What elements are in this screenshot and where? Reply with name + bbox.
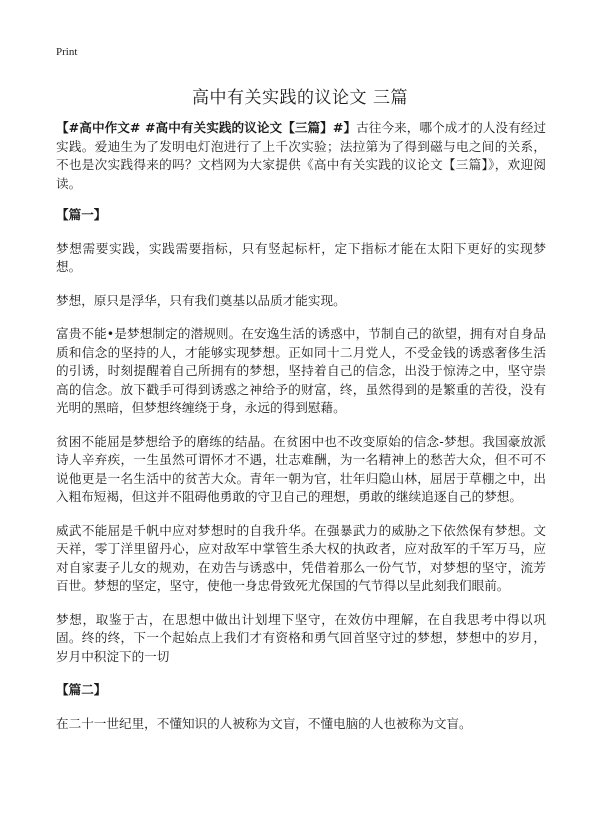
intro-tag: 【#高中作文# #高中有关实践的议论文【三篇】#】	[56, 120, 357, 135]
section-1-paragraph-2: 梦想，原只是浮华，只有我们奠基以品质才能实现。	[56, 292, 346, 308]
section-1-paragraph-6: 梦想，取鉴于古，在思想中做出计划埋下坚守，在效仿中理解，在自我思考中得以巩固。终的终，下一个起始点上我们才有资格和勇气回首坚守过的梦想，梦想中的岁月，岁月中积淀下的一切	[56, 611, 546, 664]
print-label: Print	[56, 46, 78, 58]
section-1-paragraph-4: 贫困不能屈是梦想给予的磨练的结晶。在贫困中也不改变原始的信念-梦想。我国豪放派诗人辛弃疾，一生虽然可谓怀才不遇，壮志难酬，为一名精神上的愁苦大众，但不可不说他更是一名生活中的贫苦大众。青年一朝为官，壮年归隐山林，屈居于草棚之中，出入粗布短褐，但这并不阻碍他勇敢的守卫自己的理想，勇敢的继续追逐自己的梦想。	[56, 433, 546, 504]
intro-text: 古往今来，哪个成才的人没有经过实践。爱迪生为了发明电灯泡进行了上千次实验；法拉第为了得到磁与电之间的关系，不也是次实践得来的吗？文档网为大家提供《高中有关实践的议论文【三篇】》，欢迎阅读。	[56, 120, 547, 191]
intro-paragraph	[56, 119, 546, 193]
section-1-paragraph-5: 威武不能屈是千帆中应对梦想时的自我升华。在强暴武力的威胁之下依然保有梦想。文天祥，零丁洋里留丹心，应对敌军中掌管生杀大权的执政者，应对敌军的千军万马，应对自家妻子儿女的规劝，在劝告与诱惑中，凭借着那么一份气节，对梦想的坚守，流芳百世。梦想的坚定，坚守，使他一身忠骨致死尤保国的气节得以呈此刻我们眼前。	[56, 522, 546, 593]
document-body	[56, 119, 546, 748]
section-2-paragraph-1: 在二十一世纪里，不懂知识的人被称为文盲，不懂电脑的人也被称为文盲。	[56, 715, 472, 731]
page-title: 高中有关实践的议论文 三篇	[192, 88, 408, 108]
section-1-paragraph-1: 梦想需要实践，实践需要指标，只有竖起标杆，定下指标才能在太阳下更好的实现梦想。	[56, 240, 546, 274]
section-1-paragraph-3: 富贵不能•是梦想制定的潜规则。在安逸生活的诱惑中，节制自己的欲望，拥有对自身品质和信念的坚持的人，才能够实现梦想。正如同十二月党人，不受金钱的诱惑奢侈生活的引诱，时刻提醒着自己所拥有的梦想，坚持着自己的信念，出没于惊涛之中，坚守崇高的信念。放下戳手可得到诱惑之神给予的财富，终，虽然得到的是繁重的苦役，没有光明的黑暗，但梦想终缠绕于身，永远的得到慰藉。	[56, 326, 546, 415]
section-heading-1: 【篇一】	[56, 207, 107, 222]
section-heading-2: 【篇二】	[56, 682, 107, 697]
